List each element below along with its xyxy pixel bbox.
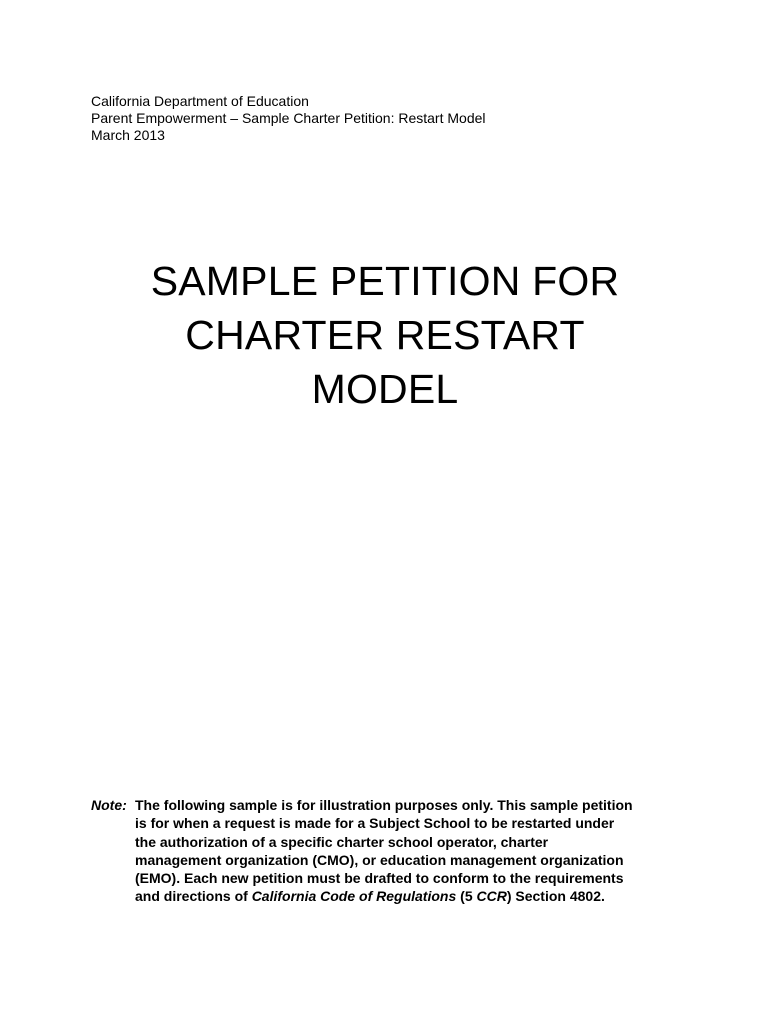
note-label: Note: — [91, 797, 127, 813]
page-title — [0, 254, 770, 416]
document-header — [91, 93, 486, 144]
header-subtitle: Parent Empowerment – Sample Charter Petition: Restart Model — [91, 110, 486, 126]
title-line-3: MODEL — [311, 366, 459, 412]
regulation-title: California Code of Regulations — [251, 888, 457, 905]
note-line-3: the authorization of a specific charter school operator, charter — [135, 833, 549, 850]
note-line-1: The following sample is for illustration purposes only. This sample petition — [135, 797, 633, 813]
note-line-4: management organization (CMO), or education management organization — [135, 851, 624, 868]
title-line-1: SAMPLE PETITION FOR — [150, 258, 620, 304]
note-line-2: is for when a request is made for a Subject School to be restarted under — [135, 815, 615, 832]
header-department: California Department of Education — [91, 93, 309, 109]
title-line-2: CHARTER RESTART — [185, 312, 585, 358]
note-line-6 — [135, 887, 691, 905]
ccr-abbrev: CCR — [476, 888, 507, 905]
header-date: March 2013 — [91, 127, 165, 143]
note-line-5: (EMO). Each new petition must be drafted to conform to the requirements — [135, 870, 624, 887]
note-section — [91, 796, 691, 906]
note-line-6-mid: (5 — [456, 888, 477, 905]
note-line-6-post: ) Section 4802. — [506, 888, 605, 905]
note-line-6-pre: and directions of — [135, 888, 252, 905]
note-body — [135, 796, 691, 906]
